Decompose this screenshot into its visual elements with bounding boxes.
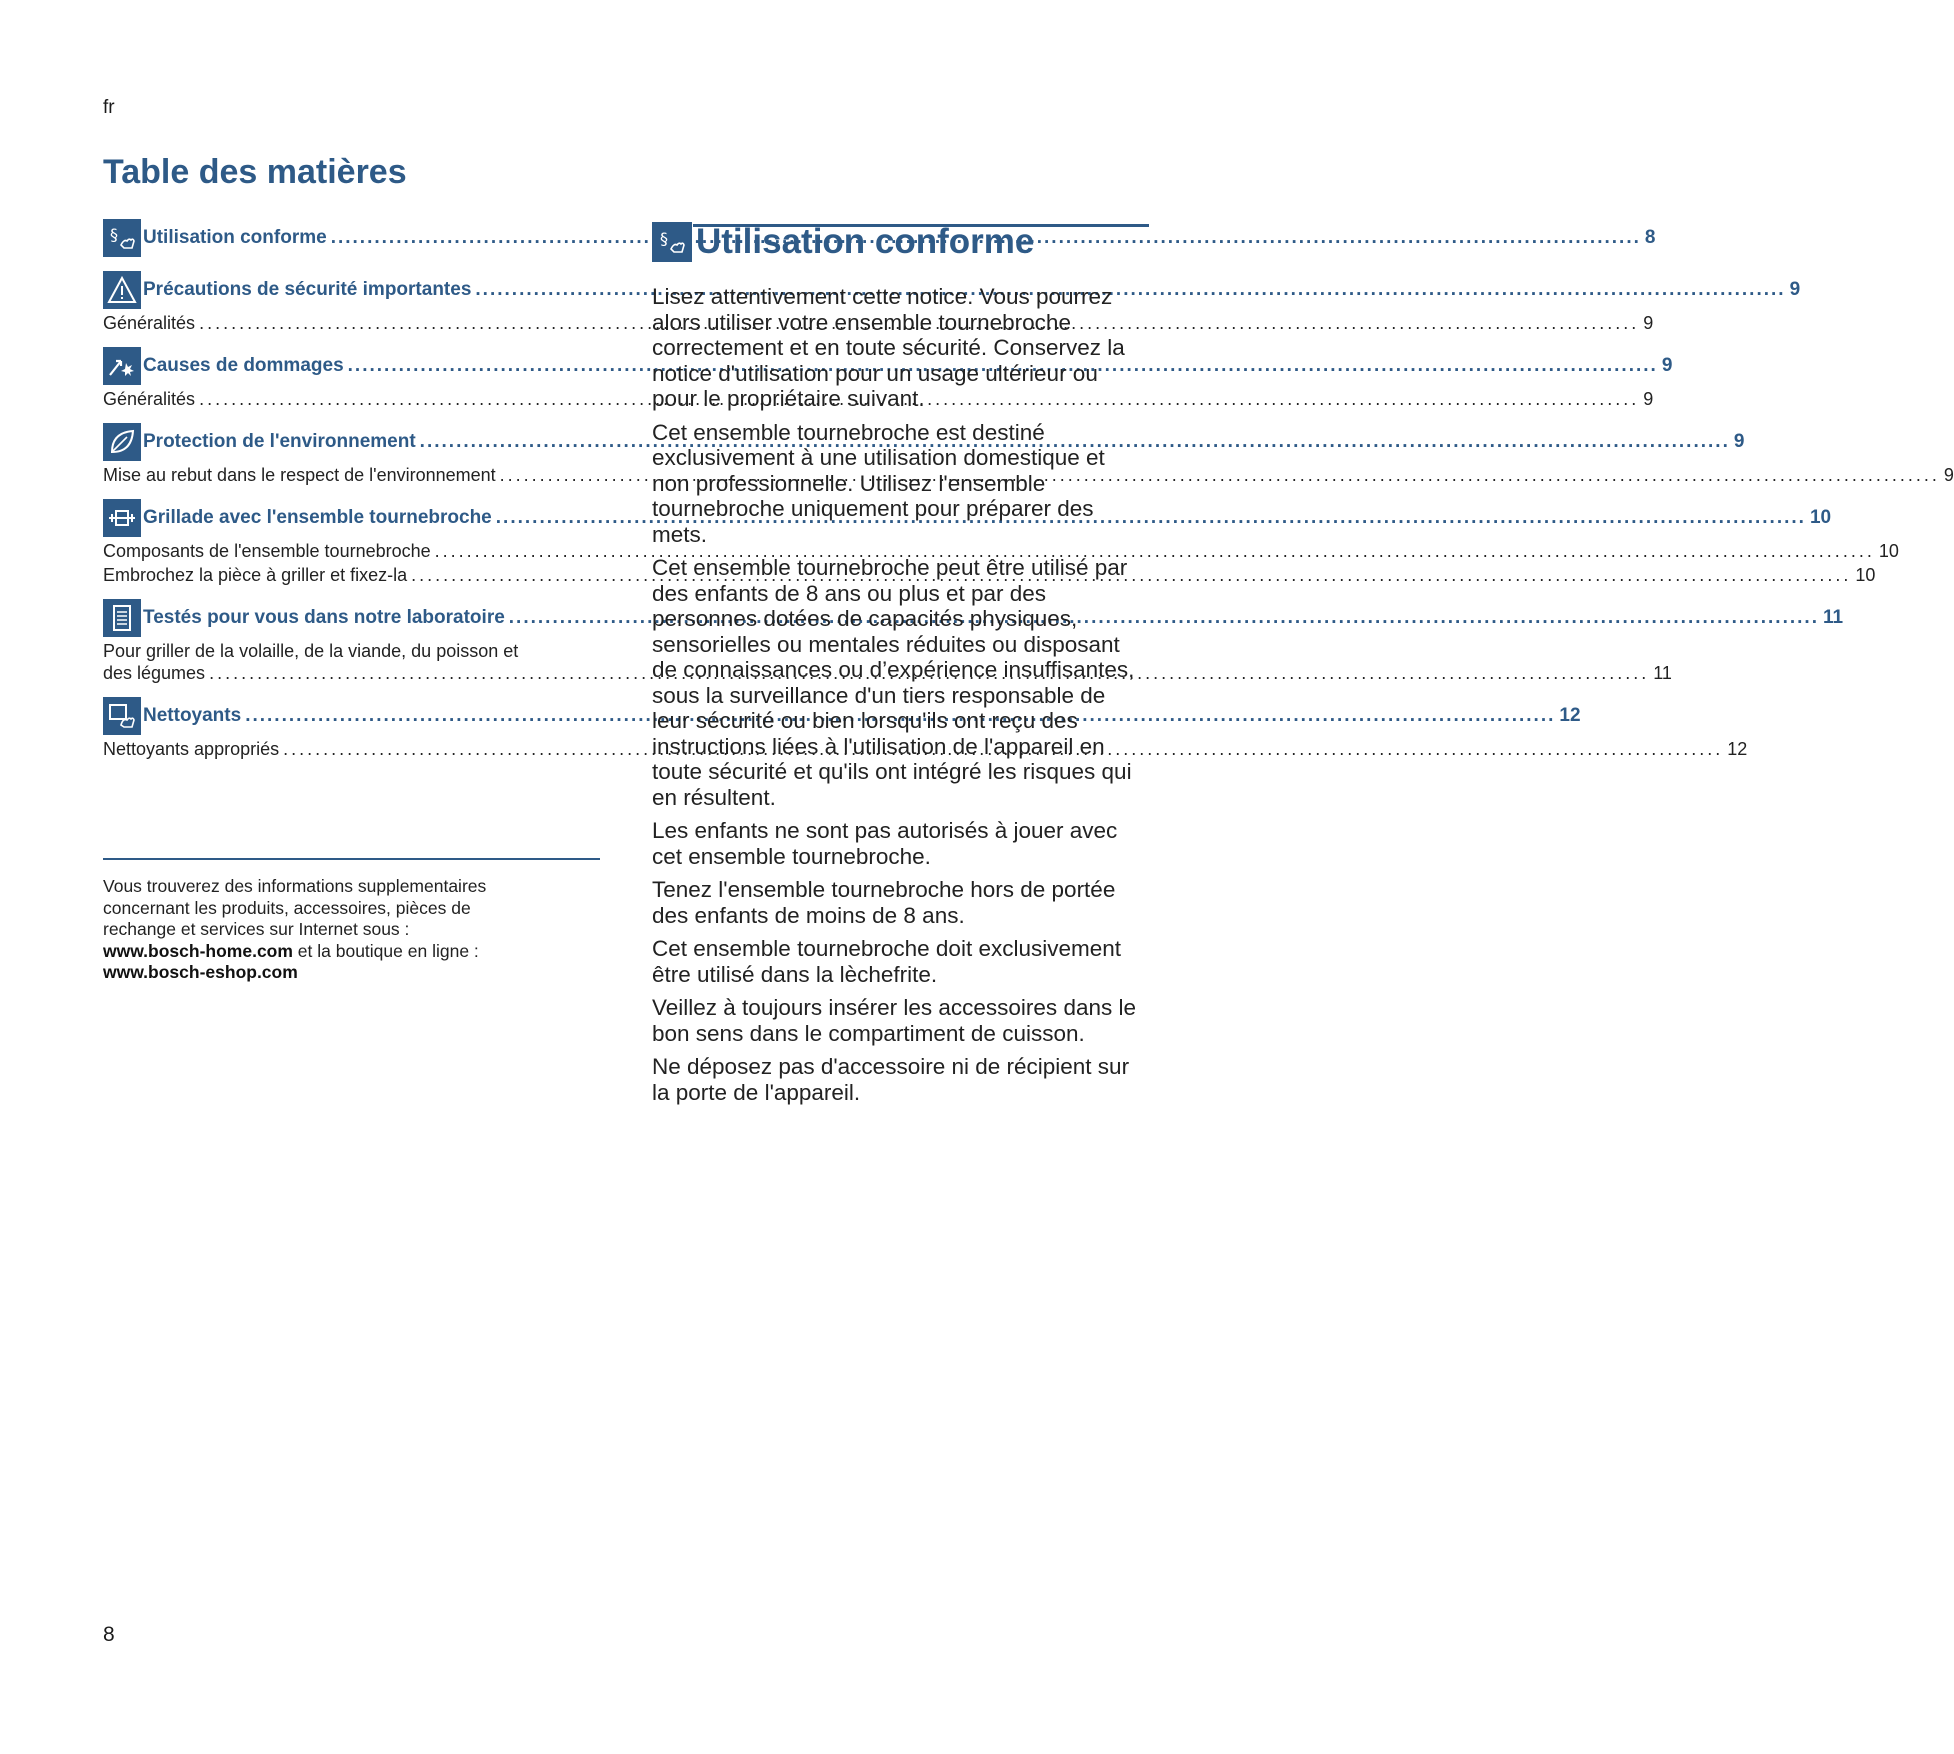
toc-entry-precautions[interactable] bbox=[103, 270, 1801, 310]
toc-subentry[interactable] bbox=[103, 564, 1876, 586]
toc-subentry-page: 9 bbox=[1643, 313, 1654, 333]
toc-subentry-text-continued: des légumes bbox=[103, 663, 206, 683]
toc-entry-grillade[interactable] bbox=[103, 498, 1832, 538]
toc-entry-title: Grillade avec l'ensemble tournebroche bbox=[143, 507, 492, 528]
info-text: et la boutique en ligne : bbox=[292, 940, 479, 961]
toc-subentry-text: Embrochez la pièce à griller et fixez-la bbox=[103, 565, 408, 585]
paragraph-hand-icon bbox=[103, 219, 141, 257]
toc-subentry-text: Généralités bbox=[103, 389, 196, 409]
info-line: Vous trouverez des informations supplementaires bbox=[103, 876, 487, 896]
section-paragraph: Tenez l'ensemble tournebroche hors de portée des enfants de moins de 8 ans. bbox=[652, 877, 1116, 928]
info-box bbox=[103, 876, 603, 984]
toc-entry-page: 8 bbox=[1644, 227, 1656, 248]
section-paragraph: Cet ensemble tournebroche peut être utilisé par des enfants de 8 ans ou plus et par des personnes dotées de capacités physiques, sensorielles ou mentales réduites ou disposant de connaissances ou d’expérience insuffisantes, sous la surveillance d'un tiers responsable de leur sécurité ou bien lorsqu'ils ont reçu des instructions liées à l'utilisation de l'appareil en toute sécurité et qu'ils ont intégré les risques qui en résultent. bbox=[652, 555, 1135, 810]
toc-entry-title: Testés pour vous dans notre laboratoire bbox=[143, 607, 505, 628]
toc-entry-page: 9 bbox=[1789, 279, 1801, 300]
section-title: Utilisation conforme bbox=[696, 222, 1035, 261]
info-line: rechange et services sur Internet sous : bbox=[103, 919, 410, 939]
toc-subentry-page: 9 bbox=[1943, 465, 1954, 485]
toc-entry-title: Précautions de sécurité importantes bbox=[143, 279, 472, 300]
toc-subentry-page: 10 bbox=[1855, 565, 1876, 585]
warning-triangle-icon bbox=[103, 271, 141, 309]
toc-entry-environnement[interactable] bbox=[103, 422, 1745, 462]
section-paragraph: Ne déposez pas d'accessoire ni de récipient sur la porte de l'appareil. bbox=[652, 1054, 1130, 1105]
toc-entry-page: 12 bbox=[1559, 705, 1581, 726]
toc-title: Table des matières bbox=[103, 153, 407, 191]
damage-icon bbox=[103, 347, 141, 385]
svg-text:§: § bbox=[660, 229, 668, 248]
toc-entry-page: 10 bbox=[1809, 507, 1832, 528]
section-paragraph: Veillez à toujours insérer les accessoires dans le bon sens dans le compartiment de cuisson. bbox=[652, 995, 1136, 1046]
toc-subentry[interactable] bbox=[103, 738, 1748, 760]
toc-subentry-page: 12 bbox=[1727, 739, 1748, 759]
section-utilisation-conforme bbox=[652, 222, 1142, 1113]
section-paragraph: Cet ensemble tournebroche doit exclusivement être utilisé dans la lèchefrite. bbox=[652, 936, 1122, 987]
document-icon bbox=[103, 599, 141, 637]
toc-entry-dommages[interactable] bbox=[103, 346, 1673, 386]
toc-section bbox=[103, 270, 1801, 334]
toc-subentry-text: Mise au rebut dans le respect de l'environnement bbox=[103, 465, 496, 485]
toc-subentry[interactable] bbox=[103, 540, 1899, 562]
section-paragraph: Cet ensemble tournebroche est destiné exclusivement à une utilisation domestique et non professionnelle. Utilisez l'ensemble tournebroche uniquement pour préparer des mets. bbox=[652, 419, 1105, 547]
toc-subentry[interactable] bbox=[103, 388, 1654, 410]
leaf-icon bbox=[103, 423, 141, 461]
toc-entry-title: Nettoyants bbox=[143, 705, 242, 726]
info-line: concernant les produits, accessoires, pièces de bbox=[103, 897, 471, 918]
toc-section bbox=[103, 598, 1844, 684]
toc-section bbox=[103, 218, 1656, 258]
page-number: 8 bbox=[103, 1623, 115, 1646]
toc-subentry-text: Généralités bbox=[103, 313, 196, 333]
toc-subentry[interactable] bbox=[103, 312, 1654, 334]
section-paragraph: Les enfants ne sont pas autorisés à jouer avec cet ensemble tournebroche. bbox=[652, 818, 1118, 869]
info-divider bbox=[103, 858, 600, 860]
toc-subentry[interactable] bbox=[103, 464, 1954, 486]
toc-subentry-page: 11 bbox=[1653, 663, 1672, 683]
toc-entry-page: 11 bbox=[1822, 607, 1844, 628]
toc-entry-testes[interactable] bbox=[103, 598, 1844, 638]
toc-section bbox=[103, 696, 1748, 760]
toc-entry-title: Causes de dommages bbox=[143, 355, 344, 376]
rotisserie-icon bbox=[103, 499, 141, 537]
toc-entry-title: Utilisation conforme bbox=[143, 227, 327, 248]
toc-subentry-page: 9 bbox=[1643, 389, 1654, 409]
toc-subentry-text: Nettoyants appropriés bbox=[103, 739, 280, 759]
toc-entry-utilisation[interactable] bbox=[103, 218, 1656, 258]
svg-text:§: § bbox=[110, 225, 118, 244]
toc-section bbox=[103, 498, 1899, 586]
bosch-eshop-link[interactable]: www.bosch-eshop.com bbox=[103, 962, 298, 982]
section-paragraph: Lisez attentivement cette notice. Vous pourrez alors utiliser votre ensemble tournebroche correctement et en toute sécurité. Conservez la notice d'utilisation pour un usage ultérieur ou pour le propriétaire suivant. bbox=[652, 284, 1125, 411]
toc-entry-page: 9 bbox=[1661, 355, 1673, 376]
toc-subentry[interactable] bbox=[103, 640, 1672, 684]
paragraph-hand-icon bbox=[652, 222, 692, 262]
toc-entry-nettoyants[interactable] bbox=[103, 696, 1581, 736]
language-code: fr bbox=[103, 97, 115, 118]
toc-subentry-text: Pour griller de la volaille, de la viande, du poisson et bbox=[103, 641, 519, 661]
bosch-home-link[interactable]: www.bosch-home.com bbox=[103, 940, 293, 961]
toc-subentry-page: 10 bbox=[1878, 541, 1899, 561]
toc-entry-title: Protection de l'environnement bbox=[143, 431, 416, 452]
toc-entry-page: 9 bbox=[1733, 431, 1745, 452]
cleaning-icon bbox=[103, 697, 141, 735]
toc-subentry-text: Composants de l'ensemble tournebroche bbox=[103, 541, 431, 561]
